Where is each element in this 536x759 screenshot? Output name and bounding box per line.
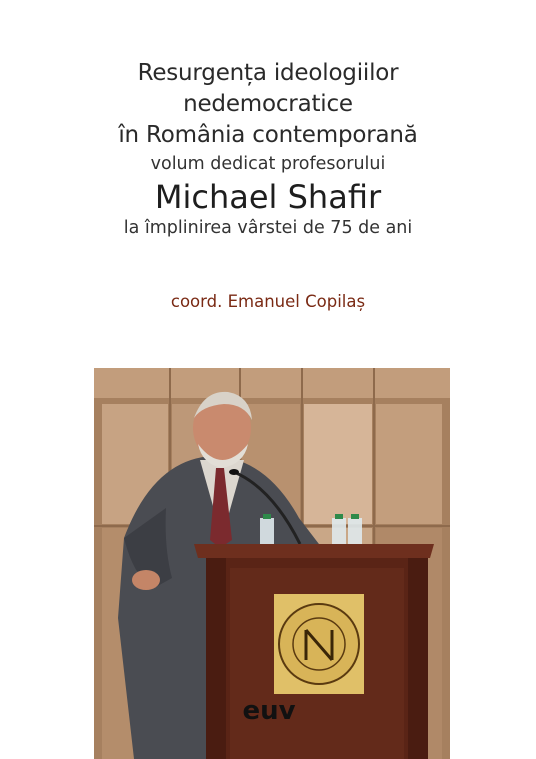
yivo-institute-emblem <box>274 594 364 694</box>
editor-credit: coord. Emanuel Copilaș <box>170 292 366 311</box>
occasion-line: la împlinirea vârstei de 75 de ani <box>123 218 413 238</box>
title-line-1: Resurgența ideologiilor <box>137 60 399 86</box>
dedication-subtitle: volum dedicat profesorului <box>150 154 386 174</box>
title-line-2: nedemocratice <box>183 91 353 117</box>
title-line-3: în România contemporană <box>118 122 418 148</box>
svg-text:euv: euv <box>242 697 296 723</box>
title-block <box>0 58 536 240</box>
honoree-name: Michael Shafir <box>154 178 382 216</box>
publisher-logo <box>240 697 298 727</box>
euv-logo-icon <box>240 697 298 723</box>
